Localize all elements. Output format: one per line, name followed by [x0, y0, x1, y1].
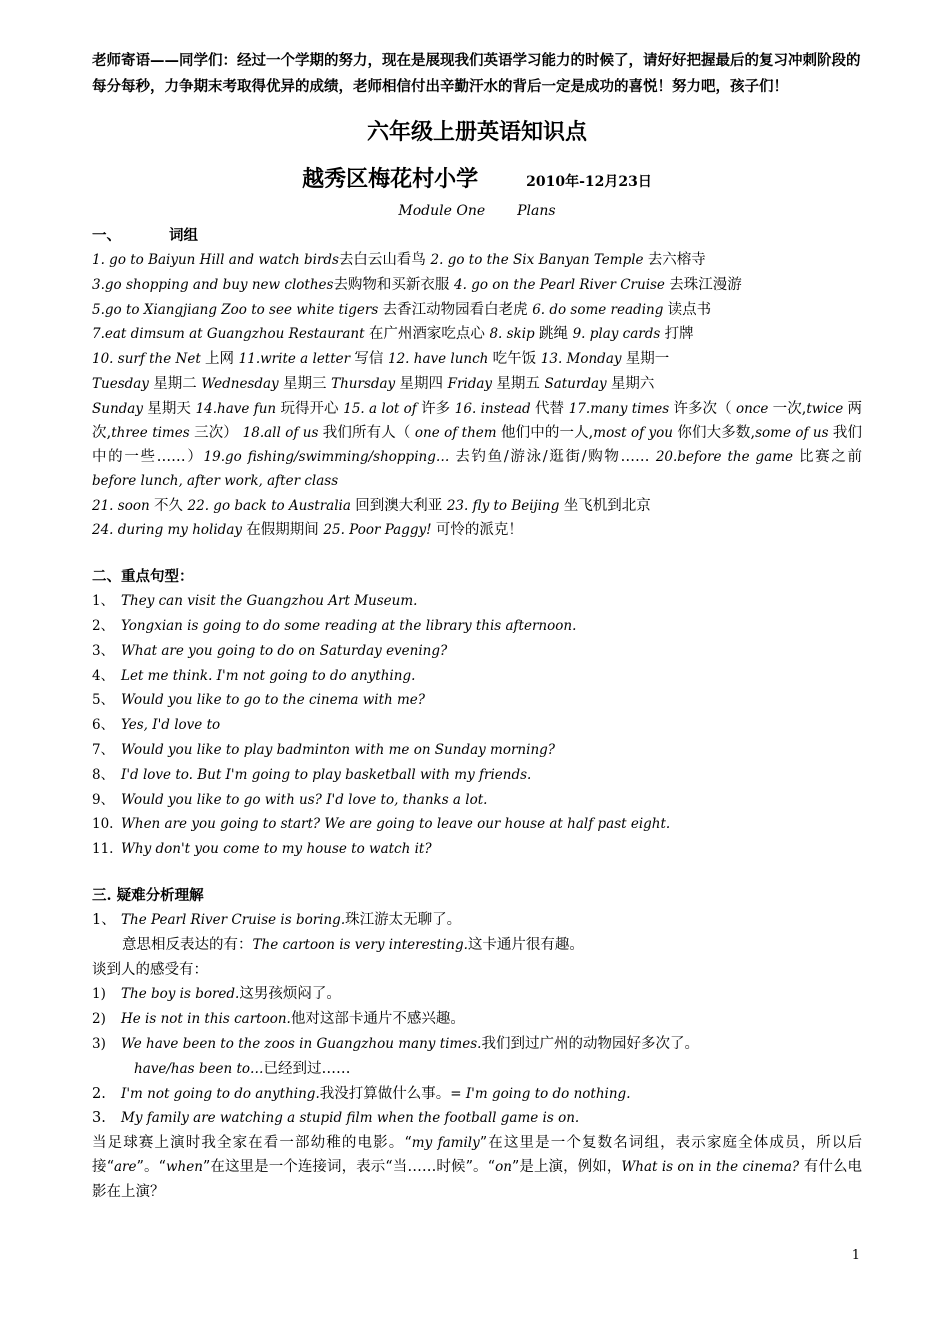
- sentence-text: Let me think. I'm not going to do anything.: [121, 667, 416, 684]
- phrase-cn: 许多: [421, 400, 455, 417]
- phrase-cn: 在广州酒家吃点心: [368, 326, 490, 343]
- sentence-item: [92, 614, 862, 639]
- sentence-number: 1、: [92, 593, 115, 610]
- phrase-line: [92, 372, 862, 397]
- explain-en: are: [114, 1159, 137, 1176]
- phrase-cn: 玩得开心: [280, 400, 344, 417]
- phrase-en: twice: [806, 400, 848, 417]
- analysis-item-3: 3. My family are watching a stupid film when the football game is on.: [92, 1110, 580, 1127]
- phrase-cn: 星期三: [282, 375, 332, 392]
- phrase-en: 16. instead: [454, 400, 535, 417]
- phrase-cn: 我们所有人（: [322, 424, 411, 441]
- sentence-item: [92, 788, 862, 813]
- sentence-text: I'd love to. But I'm going to play basketball with my friends.: [121, 766, 532, 783]
- sentence-text: They can visit the Guangzhou Art Museum.: [121, 593, 418, 610]
- phrase-en: three times: [111, 424, 195, 441]
- phrase-cn: 写信: [354, 351, 388, 368]
- sentence-text: Why don't you come to my house to watch it?: [121, 841, 432, 858]
- feeling-cn: 我们到过广州的动物园好多次了。: [481, 1035, 699, 1052]
- sentence-number: 4、: [92, 667, 115, 684]
- phrase-en: 22. go back to Australia: [187, 497, 356, 514]
- phrase-cn: 可怜的派克！: [435, 522, 523, 539]
- sentence-text: Would you like to go with us? I'd love to, thanks a lot.: [121, 791, 488, 808]
- phrase-cn: 跳绳: [538, 326, 573, 343]
- sentence-text: Yongxian is going to do some reading at the library this afternoon.: [121, 617, 577, 634]
- phrase-en: 19.go fishing/swimming/shopping…: [203, 449, 456, 466]
- phrase-cn: 不久: [153, 497, 188, 514]
- phrase-en: Saturday: [544, 375, 611, 392]
- phrase-cn: 读点书: [667, 301, 712, 318]
- phrase-cn: 比赛之前: [798, 449, 862, 466]
- phrase-cn: 三次）: [194, 424, 243, 441]
- sentence-item: [92, 812, 862, 837]
- analysis-item-1: 1、 The Pearl River Cruise is boring.珠江游太无聊了。: [92, 911, 462, 928]
- sentence-item: [92, 664, 862, 689]
- sentence-item: [92, 763, 862, 788]
- phrase-cn: 在假期期间: [246, 522, 324, 539]
- phrase-lines-2: [92, 494, 862, 544]
- phrase-en: 4. go on the Pearl River Cruise: [454, 276, 670, 293]
- sentence-number: 5、: [92, 692, 115, 709]
- sentence-item: [92, 738, 862, 763]
- phrase-en: 24. during my holiday: [92, 522, 247, 539]
- feeling-item: [92, 982, 862, 1007]
- page-number: 1: [851, 1248, 860, 1263]
- phrase-en: 5.go to Xiangjiang Zoo to see white tigers: [92, 301, 383, 318]
- phrase-en: before lunch, after work, after class: [92, 473, 339, 490]
- phrase-cn: 星期五: [496, 375, 545, 392]
- teacher-notice: 老师寄语——同学们：经过一个学期的努力，现在是展现我们英语学习能力的时候了，请好好把握最后的复习冲刺阶段的每分每秒，力争期末考取得优异的成绩，老师相信付出辛勤汗水的背后一定是成功的喜悦！努力吧，孩子们！: [92, 53, 861, 95]
- school-line: [92, 160, 862, 198]
- document-title: 六年级上册英语知识点: [366, 119, 587, 145]
- sentence-number: 7、: [92, 741, 115, 758]
- phrase-cn: 他们中的一人,: [500, 424, 594, 441]
- sentence-item: [92, 589, 862, 614]
- phrase-en: Thursday: [331, 375, 400, 392]
- phrase-en: Tuesday: [92, 375, 154, 392]
- phrase-en: 25. Poor Paggy!: [323, 522, 436, 539]
- phrase-en: 7.eat dimsum at Guangzhou Restaurant: [92, 326, 369, 343]
- phrase-en: 14.have fun: [195, 400, 281, 417]
- phrase-cn: 打牌: [664, 326, 694, 343]
- phrase-en: 10. surf the Net: [92, 351, 206, 368]
- phrase-en: 18.all of us: [242, 424, 323, 441]
- phrase-line: [92, 273, 862, 298]
- phrase-cn: 许多次（: [673, 400, 732, 417]
- section-sentences-heading: 二、重点句型：: [92, 568, 194, 586]
- feeling-number: 3): [92, 1035, 106, 1052]
- document-date: 2010年-12月23日: [526, 174, 652, 190]
- phrase-cn: 去钓鱼/游泳/逛街/购物……: [455, 449, 656, 466]
- feelings-list: [92, 982, 862, 1056]
- school-name: 越秀区梅花村小学: [302, 166, 479, 192]
- feeling-item: [92, 1007, 862, 1032]
- module-heading: [92, 198, 862, 224]
- phrase-cn: 两次,: [92, 400, 863, 441]
- phrase-en: 21. soon: [92, 497, 154, 514]
- opposite-expression: 意思相反表达的有：The cartoon is very interesting.这卡通片很有趣。: [122, 936, 584, 953]
- explain-en: What is on in the cinema?: [621, 1159, 800, 1176]
- key-sentences: [92, 589, 862, 862]
- sentence-text: Would you like to go to the cinema with me?: [121, 692, 426, 709]
- phrase-cn: 上网: [205, 351, 239, 368]
- explain-cn: 有什么电影在上演？: [92, 1159, 863, 1200]
- phrase-cn: 我们中的一些……）: [92, 424, 863, 466]
- explain-en: on: [495, 1159, 512, 1176]
- sentence-item: [92, 688, 862, 713]
- feeling-en: The boy is bored.: [121, 986, 240, 1003]
- feeling-item: [92, 1032, 862, 1057]
- phrase-en: once: [731, 400, 773, 417]
- phrase-en: 12. have lunch: [388, 351, 493, 368]
- have-been-note: have/has been to…已经到过……: [134, 1060, 351, 1077]
- sentence-text: When are you going to start? We are going to leave our house at half past eight.: [121, 816, 671, 833]
- phrase-cn: 星期六: [610, 375, 655, 392]
- sentence-number: 2、: [92, 617, 115, 634]
- explain-cn: ”在这里是一个复数名词组，表示家庭全体成员，所以后接“: [92, 1135, 862, 1176]
- phrase-cn: 坐飞机到北京: [563, 497, 651, 514]
- explain-en: my family: [411, 1135, 480, 1152]
- phrase-lines: [92, 248, 862, 397]
- phrase-en: 8. skip: [489, 326, 539, 343]
- phrase-cn: 星期一: [625, 351, 670, 368]
- phrase-en: 11.write a letter: [238, 351, 355, 368]
- phrase-line: [92, 298, 862, 323]
- phrase-en: 3.go shopping and buy new clothes: [92, 276, 334, 293]
- phrase-cn: 星期天: [147, 400, 196, 417]
- phrase-paragraph: [92, 397, 862, 494]
- feelings-label: 谈到人的感受有：: [92, 961, 208, 978]
- explain-cn: 当足球赛上演时我全家在看一部幼稚的电影。“: [92, 1135, 412, 1152]
- phrase-en: 9. play cards: [572, 326, 665, 343]
- phrase-en: most of you: [593, 424, 678, 441]
- section-analysis-heading: 三. 疑难分析理解: [92, 886, 204, 904]
- phrase-line: [92, 248, 862, 273]
- phrase-en: 2. go to the Six Banyan Temple: [430, 252, 648, 268]
- phrase-cn: 去香江动物园看白老虎: [382, 301, 533, 318]
- phrase-en: 13. Monday: [540, 351, 626, 368]
- sentence-text: Yes, I'd love to: [121, 717, 221, 734]
- feeling-number: 1): [92, 986, 106, 1003]
- phrase-line: [92, 494, 862, 519]
- phrase-en: 1. go to Baiyun Hill and watch birds: [92, 252, 339, 268]
- phrase-line: [92, 347, 862, 372]
- phrase-en: 23. fly to Beijing: [446, 497, 564, 514]
- phrase-cn: 星期四: [399, 375, 448, 392]
- phrase-en: some of us: [755, 424, 833, 441]
- phrase-en: Friday: [447, 375, 497, 392]
- explain-cn: ”是上演，例如，: [511, 1159, 622, 1176]
- analysis-item-2: 2. I'm not going to do anything.我没打算做什么事。= I'm going to do nothing.: [92, 1085, 631, 1102]
- phrase-cn: 吃午饭: [492, 351, 541, 368]
- sentence-number: 9、: [92, 791, 115, 808]
- sentence-item: [92, 639, 862, 664]
- phrase-cn: 代替: [534, 400, 569, 417]
- phrase-en: 6. do some reading: [532, 301, 668, 318]
- sentence-number: 3、: [92, 642, 115, 659]
- feeling-cn: 这男孩烦闷了。: [239, 986, 341, 1003]
- phrase-cn: 一次,: [772, 400, 807, 417]
- phrase-cn: 回到澳大利亚: [355, 497, 447, 514]
- sentence-number: 8、: [92, 766, 115, 783]
- feeling-en: He is not in this cartoon.: [121, 1011, 291, 1028]
- phrase-cn: 去购物和买新衣服: [333, 276, 455, 293]
- sentence-text: What are you going to do on Saturday evening?: [121, 642, 448, 659]
- phrase-en: 17.many times: [568, 400, 674, 417]
- phrase-cn: 星期二: [153, 375, 202, 392]
- phrase-en: Wednesday: [201, 375, 283, 392]
- phrase-cn: 去六榕寺: [647, 252, 706, 268]
- sentence-item: [92, 713, 862, 738]
- analysis-explanation: [92, 1131, 862, 1204]
- feeling-number: 2): [92, 1011, 106, 1028]
- phrase-en: 20.before the game: [655, 449, 799, 466]
- phrase-line: [92, 322, 862, 347]
- feeling-cn: 他对这部卡通片不感兴趣。: [290, 1011, 465, 1028]
- sentence-number: 11.: [92, 841, 114, 858]
- explain-cn: ”在这里是一个连接词，表示“当……时候”。“: [202, 1159, 496, 1176]
- sentence-item: [92, 837, 862, 862]
- explain-cn: ”。“: [136, 1159, 166, 1176]
- sentence-text: Would you like to play badminton with me on Sunday morning?: [121, 741, 556, 758]
- phrase-line: [92, 518, 862, 543]
- phrase-cn: 你们大多数,: [677, 424, 756, 441]
- feeling-en: We have been to the zoos in Guangzhou many times.: [121, 1035, 482, 1052]
- phrase-en: Sunday: [92, 400, 148, 417]
- phrase-cn: 去珠江漫游: [669, 276, 742, 293]
- phrase-cn: 去白云山看鸟: [338, 252, 431, 268]
- module-topic: Plans: [517, 203, 556, 219]
- section-phrases-heading: 一、 词组: [92, 227, 198, 244]
- explain-en: when: [165, 1159, 203, 1176]
- module-name: Module One: [398, 203, 486, 219]
- sentence-number: 10.: [92, 816, 114, 833]
- sentence-number: 6、: [92, 717, 115, 734]
- document-page: [92, 48, 862, 1204]
- phrase-en: 15. a lot of: [343, 400, 422, 417]
- phrase-en: one of them: [410, 424, 501, 441]
